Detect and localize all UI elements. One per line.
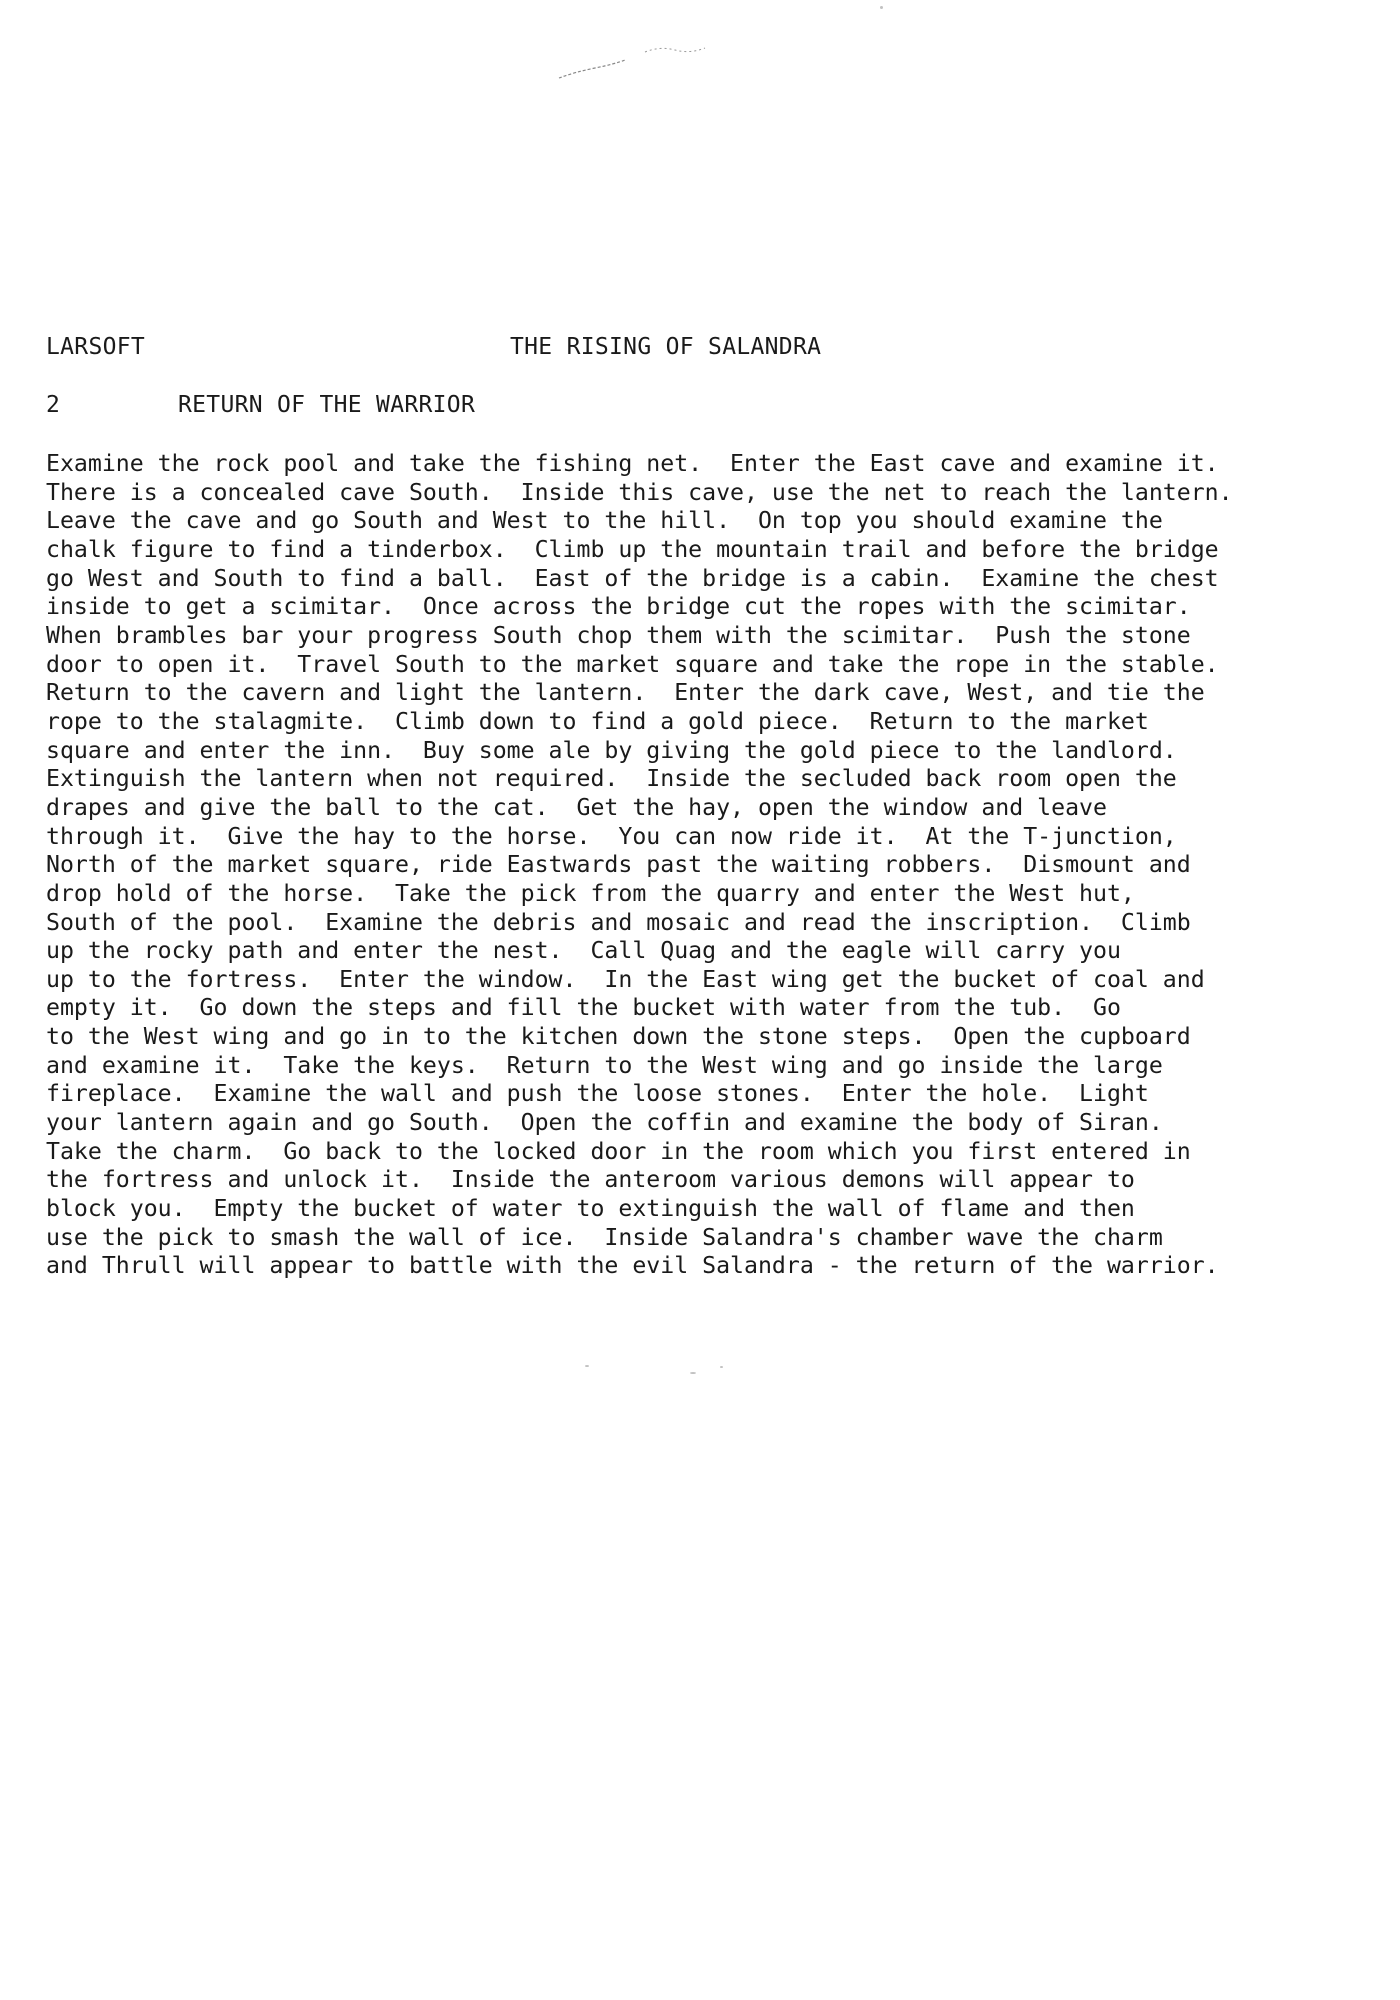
walkthrough-text bbox=[46, 450, 1366, 1281]
walkthrough-line: block you. Empty the bucket of water to extinguish the wall of flame and then bbox=[46, 1195, 1135, 1223]
walkthrough-line: rope to the stalagmite. Climb down to find a gold piece. Return to the market bbox=[46, 707, 1149, 735]
walkthrough-line: through it. Give the hay to the horse. You can now ride it. At the T-junction, bbox=[46, 822, 1177, 850]
walkthrough-line: square and enter the inn. Buy some ale by giving the gold piece to the landlord. bbox=[46, 736, 1177, 764]
section-title: RETURN OF THE WARRIOR bbox=[178, 392, 476, 418]
scan-dust bbox=[585, 1365, 589, 1367]
walkthrough-line: your lantern again and go South. Open the coffin and examine the body of Siran. bbox=[46, 1109, 1163, 1137]
walkthrough-line: drop hold of the horse. Take the pick from the quarry and enter the West hut, bbox=[46, 879, 1135, 907]
walkthrough-line: and Thrull will appear to battle with the evil Salandra - the return of the warrior. bbox=[46, 1252, 1219, 1280]
walkthrough-line: There is a concealed cave South. Inside this cave, use the net to reach the lantern. bbox=[46, 478, 1233, 506]
game-title: THE RISING OF SALANDRA bbox=[510, 334, 822, 360]
walkthrough-line: to the West wing and go in to the kitchen down the stone steps. Open the cupboard bbox=[46, 1023, 1191, 1051]
walkthrough-line: Extinguish the lantern when not required. Inside the secluded back room open the bbox=[46, 765, 1177, 793]
walkthrough-line: door to open it. Travel South to the market square and take the rope in the stable. bbox=[46, 650, 1219, 678]
walkthrough-line: drapes and give the ball to the cat. Get the hay, open the window and leave bbox=[46, 793, 1107, 821]
section-number: 2 bbox=[46, 392, 60, 418]
walkthrough-line: empty it. Go down the steps and fill the bucket with water from the tub. Go bbox=[46, 994, 1121, 1022]
walkthrough-line: Take the charm. Go back to the locked door in the room which you first entered in bbox=[46, 1137, 1191, 1165]
scan-dust bbox=[880, 6, 883, 9]
walkthrough-line: chalk figure to find a tinderbox. Climb up the mountain trail and before the bridge bbox=[46, 535, 1219, 563]
walkthrough-line: fireplace. Examine the wall and push the loose stones. Enter the hole. Light bbox=[46, 1080, 1149, 1108]
walkthrough-line: inside to get a scimitar. Once across the bridge cut the ropes with the scimitar. bbox=[46, 593, 1191, 621]
scan-smudge-mark bbox=[555, 38, 715, 88]
walkthrough-line: the fortress and unlock it. Inside the anteroom various demons will appear to bbox=[46, 1166, 1135, 1194]
walkthrough-line: Leave the cave and go South and West to the hill. On top you should examine the bbox=[46, 507, 1163, 535]
walkthrough-line: up to the fortress. Enter the window. In the East wing get the bucket of coal and bbox=[46, 965, 1205, 993]
scan-dust bbox=[720, 1366, 723, 1368]
walkthrough-line: use the pick to smash the wall of ice. Inside Salandra's chamber wave the charm bbox=[46, 1223, 1163, 1251]
walkthrough-line: When brambles bar your progress South chop them with the scimitar. Push the stone bbox=[46, 621, 1191, 649]
walkthrough-line: up the rocky path and enter the nest. Call Quag and the eagle will carry you bbox=[46, 937, 1121, 965]
walkthrough-line: go West and South to find a ball. East of the bridge is a cabin. Examine the chest bbox=[46, 564, 1219, 592]
walkthrough-line: Return to the cavern and light the lantern. Enter the dark cave, West, and tie the bbox=[46, 679, 1205, 707]
walkthrough-line: and examine it. Take the keys. Return to the West wing and go inside the large bbox=[46, 1051, 1163, 1079]
publisher-name: LARSOFT bbox=[46, 334, 146, 360]
scan-dust bbox=[690, 1372, 696, 1374]
walkthrough-line: Examine the rock pool and take the fishing net. Enter the East cave and examine it. bbox=[46, 450, 1219, 477]
walkthrough-line: South of the pool. Examine the debris and mosaic and read the inscription. Climb bbox=[46, 908, 1191, 936]
walkthrough-line: North of the market square, ride Eastwards past the waiting robbers. Dismount and bbox=[46, 851, 1191, 879]
